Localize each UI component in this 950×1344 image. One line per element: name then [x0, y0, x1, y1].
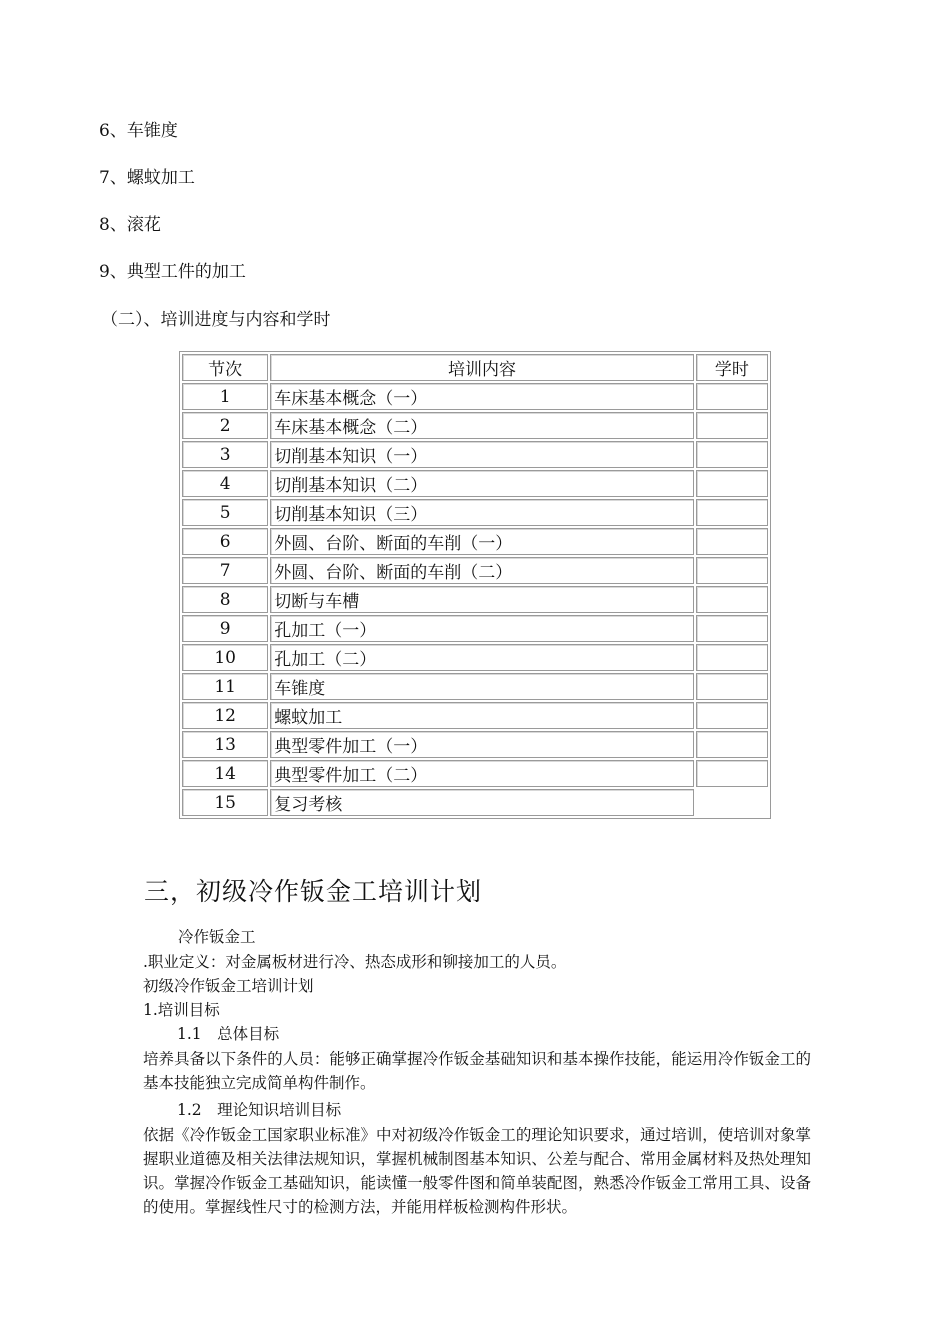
table-row — [182, 383, 768, 410]
cell-num: 11 — [182, 673, 268, 700]
table-row — [182, 760, 768, 787]
training-schedule-table — [179, 351, 771, 819]
cell-content: 典型零件加工（二） — [270, 760, 693, 787]
cell-hours — [696, 760, 768, 787]
table-row — [182, 470, 768, 497]
header-content: 培训内容 — [270, 354, 693, 381]
cell-num: 7 — [182, 557, 268, 584]
cell-hours — [696, 586, 768, 613]
header-num: 节次 — [182, 354, 268, 381]
table-row — [182, 673, 768, 700]
goal-2-text: 依据《冷作钣金工国家职业标准》中对初级冷作钣金工的理论知识要求，通过培训，使培训对象掌握职业道德及相关法律法规知识，掌握机械制图基本知识、公差与配合、常用金属材料及热处理知识。掌握冷作钣金工基础知识，能读懂一般零件图和简单装配图，熟悉冷作钣金工常用工具、设备的使用。掌握线性尺寸的检测方法，并能用样板检测构件形状。 — [143, 1126, 811, 1216]
table-row — [182, 557, 768, 584]
cell-num: 14 — [182, 760, 268, 787]
cell-content: 车锥度 — [270, 673, 693, 700]
table-row — [182, 499, 768, 526]
cell-content: 切削基本知识（一） — [270, 441, 693, 468]
goal-1-heading: 1.1 总体目标 — [177, 1025, 280, 1043]
cell-hours — [696, 470, 768, 497]
cell-num: 4 — [182, 470, 268, 497]
cell-content: 外圆、台阶、断面的车削（一） — [270, 528, 693, 555]
table-row — [182, 441, 768, 468]
cell-hours — [696, 412, 768, 439]
table-row — [182, 702, 768, 729]
table-row — [182, 586, 768, 613]
cell-content: 复习考核 — [270, 789, 693, 816]
table-row — [182, 412, 768, 439]
cell-num: 15 — [182, 789, 268, 816]
cell-content: 外圆、台阶、断面的车削（二） — [270, 557, 693, 584]
cell-hours — [696, 644, 768, 671]
header-hours: 学时 — [696, 354, 768, 381]
section-subheading: （二）、培训进度与内容和学时 — [101, 310, 331, 330]
goal-1-text: 培养具备以下条件的人员：能够正确掌握冷作钣金基础知识和基本操作技能，能运用冷作钣金工的基本技能独立完成简单构件制作。 — [143, 1050, 811, 1092]
cell-hours — [696, 557, 768, 584]
cell-content: 典型零件加工（一） — [270, 731, 693, 758]
cell-hours — [696, 615, 768, 642]
cell-content: 切削基本知识（三） — [270, 499, 693, 526]
cell-hours — [696, 702, 768, 729]
table-header-row — [182, 354, 768, 381]
cell-num: 5 — [182, 499, 268, 526]
cell-content: 车床基本概念（二） — [270, 412, 693, 439]
cell-num: 8 — [182, 586, 268, 613]
cell-content: 螺蚊加工 — [270, 702, 693, 729]
plan-title: 初级冷作钣金工培训计划 — [143, 977, 314, 995]
cell-hours — [696, 441, 768, 468]
table-row — [182, 528, 768, 555]
section-title: 三，初级冷作钣金工培训计划 — [144, 877, 483, 906]
goal-2-heading: 1.2 理论知识培训目标 — [177, 1101, 342, 1119]
table-row — [182, 615, 768, 642]
cell-content: 车床基本概念（一） — [270, 383, 693, 410]
cell-hours — [696, 528, 768, 555]
list-item: 6、车锥度 — [99, 121, 178, 141]
trade-name: 冷作钣金工 — [178, 928, 256, 946]
cell-num: 2 — [182, 412, 268, 439]
cell-content: 孔加工（二） — [270, 644, 693, 671]
list-item: 8、滚花 — [99, 215, 161, 235]
list-item: 7、螺蚊加工 — [99, 168, 195, 188]
cell-num: 1 — [182, 383, 268, 410]
cell-num: 12 — [182, 702, 268, 729]
cell-num: 3 — [182, 441, 268, 468]
cell-num: 10 — [182, 644, 268, 671]
table-row — [182, 731, 768, 758]
cell-num: 9 — [182, 615, 268, 642]
job-definition: .职业定义：对金属板材进行冷、热态成形和铆接加工的人员。 — [143, 953, 567, 971]
cell-hours — [696, 499, 768, 526]
cell-content: 切削基本知识（二） — [270, 470, 693, 497]
table-row — [182, 789, 768, 816]
cell-hours — [696, 789, 768, 816]
list-item: 9、典型工件的加工 — [99, 262, 246, 282]
cell-num: 13 — [182, 731, 268, 758]
cell-hours — [696, 383, 768, 410]
table-row — [182, 644, 768, 671]
cell-content: 孔加工（一） — [270, 615, 693, 642]
cell-hours — [696, 673, 768, 700]
cell-num: 6 — [182, 528, 268, 555]
cell-hours — [696, 731, 768, 758]
training-goal-heading: 1.培训目标 — [143, 1001, 220, 1019]
cell-content: 切断与车槽 — [270, 586, 693, 613]
